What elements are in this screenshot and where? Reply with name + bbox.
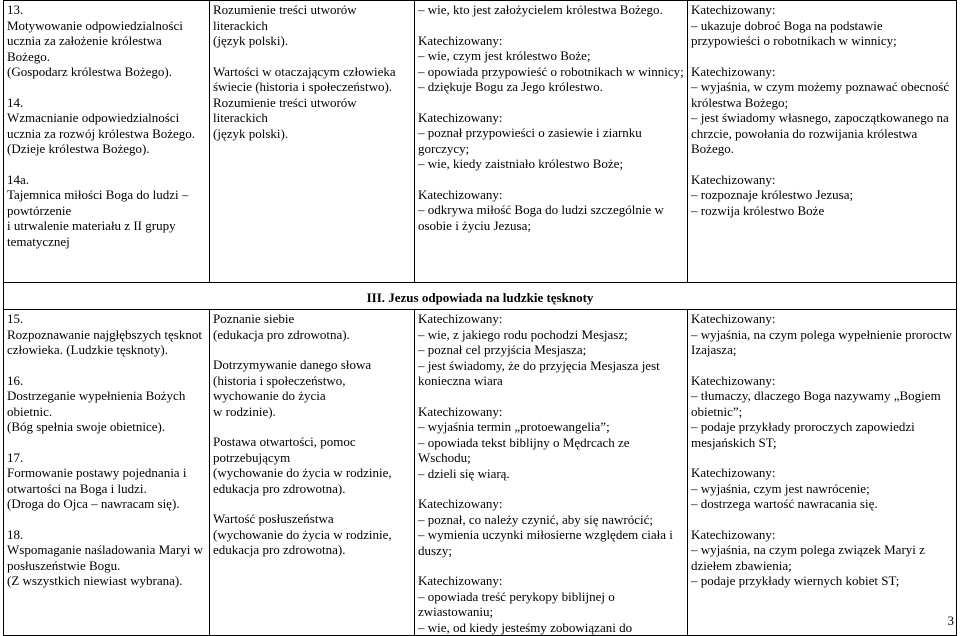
requirement-item: – dziękuje Bogu za Jego królestwo. [418, 79, 684, 95]
requirement-item: – poznał, co należy czynić, aby się nawrócić; [418, 512, 684, 528]
requirement-item: – opowiada treść perykopy biblijnej o zwiastowaniu; [418, 589, 684, 620]
entry-line: 13. [7, 2, 24, 17]
requirement-item: – wymienia uczynki miłosierne względem ciała i duszy; [418, 527, 684, 558]
cell-entry [213, 434, 411, 496]
cell-entry [213, 311, 411, 342]
cell-entry [418, 311, 684, 389]
entry-line: (wychowanie do życia w rodzinie, [213, 526, 392, 542]
entry-line: Motywowanie odpowiedzialności [7, 17, 183, 33]
requirement-item: – ukazuje dobroć Boga na podstawie przypowieści o robotnikach w winnicy; [691, 18, 953, 49]
entry-line: (edukacja pro zdrowotna). [213, 326, 350, 342]
cell-entry [7, 172, 206, 250]
cell-entry [418, 187, 684, 234]
cell-entry [691, 311, 953, 358]
requirement-item: – jest świadomy własnego, zapoczątkowanego na chrzcie, powołania do rozwijania królestwa Bożego. [691, 110, 953, 157]
cell-entry [213, 2, 411, 49]
entry-line: człowieka. (Ludzkie tęsknoty). [7, 342, 168, 357]
requirement-item: – wyjaśnia termin „protoewangelia”; [418, 419, 684, 435]
cell-entry [418, 110, 684, 172]
entry-line: edukacja pro zdrowotna). [213, 542, 346, 557]
curriculum-table [3, 0, 957, 636]
requirement-item: – poznał przypowieści o zasiewie i ziarnku gorczycy; [418, 125, 684, 156]
cell-entry [7, 373, 206, 435]
extended-requirements-cell [688, 310, 957, 636]
entry-heading: Katechizowany: [418, 311, 503, 326]
requirement-item: – wyjaśnia, na czym polega wypełnienie proroctw Izajasza; [691, 327, 953, 358]
entry-line: Wartość posłuszeństwa [213, 511, 334, 526]
entry-heading: Katechizowany: [418, 109, 503, 125]
requirement-item: – wie, czym jest królestwo Boże; [418, 48, 684, 64]
requirement-item: – poznał cel przyjścia Mesjasza; [418, 342, 684, 358]
entry-line: literackich [213, 17, 268, 33]
section-title: III. Jezus odpowiada na ludzkie tęsknoty [4, 283, 957, 310]
entry-line: Rozumienie treści utworów [213, 94, 357, 110]
entry-line: potrzebującym [213, 449, 291, 465]
requirement-item: – wie, kto jest założycielem królestwa Bożego. [418, 2, 684, 18]
basic-requirements-cell [415, 1, 688, 283]
cell-entry [691, 465, 953, 512]
entry-heading: Katechizowany: [691, 465, 776, 480]
requirement-item: – wie, od kiedy jesteśmy zobowiązani do [418, 620, 684, 636]
entry-heading: Katechizowany: [691, 311, 776, 326]
entry-heading: Katechizowany: [418, 403, 503, 419]
requirement-item: – wie, kiedy zaistniało królestwo Boże; [418, 156, 684, 172]
requirement-item: – opowiada przypowieść o robotnikach w winnicy; [418, 64, 684, 80]
entry-line: (Bóg spełnia swoje obietnice). [7, 419, 166, 434]
requirement-item: – opowiada tekst biblijny o Mędrcach ze Wschodu; [418, 435, 684, 466]
requirement-item: – dzieli się wiarą. [418, 466, 684, 482]
cell-entry [691, 2, 953, 49]
entry-line: ucznia za rozwój królestwa Bożego. [7, 125, 196, 141]
entry-line: edukacja pro zdrowotna). [213, 480, 346, 496]
cross-curricular-cell [210, 310, 415, 636]
entry-line: 16. [7, 372, 24, 388]
entry-line: (historia i społeczeństwo, [213, 372, 346, 388]
entry-line: powtórzenie [7, 202, 72, 218]
entry-line: Wartości w otaczającym człowieka [213, 63, 396, 79]
requirement-item: – tłumaczy, dlaczego Boga nazywamy „Bogiem obietnic”; [691, 388, 953, 419]
cell-entry [7, 450, 206, 512]
entry-line: (Droga do Ojca – nawracam się). [7, 496, 180, 511]
entry-line: 14. [7, 94, 24, 110]
table-row [4, 1, 957, 283]
cell-entry [213, 64, 411, 142]
cell-entry [7, 311, 206, 358]
requirement-item: – wyjaśnia, czym jest nawrócenie; [691, 481, 953, 497]
cell-entry [418, 2, 684, 18]
requirement-item: – odkrywa miłość Boga do ludzi szczególnie w osobie i życiu Jezusa; [418, 202, 684, 233]
basic-requirements-cell [415, 310, 688, 636]
entry-line: Dostrzeganie wypełnienia Bożych [7, 388, 186, 403]
entry-line: Rozumienie treści utworów [213, 2, 357, 17]
cell-entry [418, 496, 684, 558]
cell-entry [213, 357, 411, 419]
entry-heading: Katechizowany: [691, 63, 776, 79]
curriculum-page [3, 0, 956, 636]
entry-line: (wychowanie do życia w rodzinie, [213, 465, 392, 480]
entry-heading: Katechizowany: [691, 526, 776, 542]
cell-entry [418, 573, 684, 635]
entry-line: Poznanie siebie [213, 311, 295, 326]
entry-line: (język polski). [213, 125, 289, 141]
entry-heading: Katechizowany: [691, 2, 776, 17]
cell-entry [691, 373, 953, 451]
cross-curricular-cell [210, 1, 415, 283]
entry-line: Formowanie postawy pojednania i [7, 465, 187, 480]
requirement-item: – jest świadomy, że do przyjęcia Mesjasza jest konieczna wiara [418, 358, 684, 389]
entry-line: (Gospodarz królestwa Bożego). [7, 64, 172, 79]
entry-line: 15. [7, 311, 24, 326]
entry-heading: Katechizowany: [418, 32, 503, 48]
requirement-item: – dostrzega wartość nawracania się. [691, 496, 953, 512]
entry-line: posłuszeństwie Bogu. [7, 557, 121, 573]
entry-heading: Katechizowany: [691, 372, 776, 388]
table-row [4, 310, 957, 636]
entry-line: otwartości na Boga i ludzi. [7, 480, 147, 496]
entry-line: literackich [213, 110, 268, 125]
entry-line: Dotrzymywanie danego słowa [213, 357, 372, 372]
entry-line: ucznia za założenie królestwa Bożego. [7, 33, 162, 64]
lesson-topics-cell [4, 310, 210, 636]
entry-line: Rozpoznawanie najgłębszych tęsknot [7, 326, 202, 342]
entry-line: i utrwalenie materiału z II grupy [7, 218, 176, 233]
entry-line: (Dzieje królestwa Bożego). [7, 141, 150, 156]
section-row [4, 283, 957, 310]
requirement-item: – rozwija królestwo Boże [691, 203, 953, 219]
entry-line: 18. [7, 526, 24, 542]
entry-line: wychowanie do życia [213, 388, 326, 403]
cell-entry [7, 2, 206, 80]
entry-line: Tajemnica miłości Boga do ludzi – [7, 187, 189, 202]
requirement-item: – wie, z jakiego rodu pochodzi Mesjasz; [418, 327, 684, 343]
cell-entry [418, 404, 684, 482]
requirement-item: – podaje przykłady wiernych kobiet ST; [691, 573, 953, 589]
cell-entry [691, 64, 953, 157]
requirement-item: – wyjaśnia, na czym polega związek Maryi z dziełem zbawienia; [691, 542, 953, 573]
entry-heading: Katechizowany: [691, 171, 776, 187]
cell-entry [213, 511, 411, 558]
entry-line: Wzmacnianie odpowiedzialności [7, 110, 180, 125]
entry-heading: Katechizowany: [418, 186, 503, 202]
entry-line: Postawa otwartości, pomoc [213, 434, 356, 449]
entry-line: tematycznej [7, 233, 70, 249]
entry-line: (język polski). [213, 33, 289, 48]
cell-entry [418, 33, 684, 95]
requirement-item: – rozpoznaje królestwo Jezusa; [691, 187, 953, 203]
entry-line: (Z wszystkich niewiast wybrana). [7, 573, 183, 588]
requirement-item: – podaje przykłady proroczych zapowiedzi mesjańskich ST; [691, 419, 953, 450]
entry-line: Wspomaganie naśladowania Maryi w [7, 542, 204, 557]
entry-heading: Katechizowany: [418, 573, 503, 588]
entry-line: 17. [7, 449, 24, 465]
lesson-topics-cell [4, 1, 210, 283]
cell-entry [7, 527, 206, 589]
cell-entry [691, 172, 953, 219]
extended-requirements-cell [688, 1, 957, 283]
entry-line: obietnic. [7, 403, 53, 419]
entry-line: 14a. [7, 171, 30, 187]
cell-entry [7, 95, 206, 157]
entry-heading: Katechizowany: [418, 496, 503, 511]
entry-line: świecie (historia i społeczeństwo). [213, 79, 393, 94]
entry-line: w rodzinie). [213, 403, 276, 419]
page-number: 3 [947, 612, 954, 628]
requirement-item: – wyjaśnia, w czym możemy poznawać obecność królestwa Bożego; [691, 79, 953, 110]
cell-entry [691, 527, 953, 589]
